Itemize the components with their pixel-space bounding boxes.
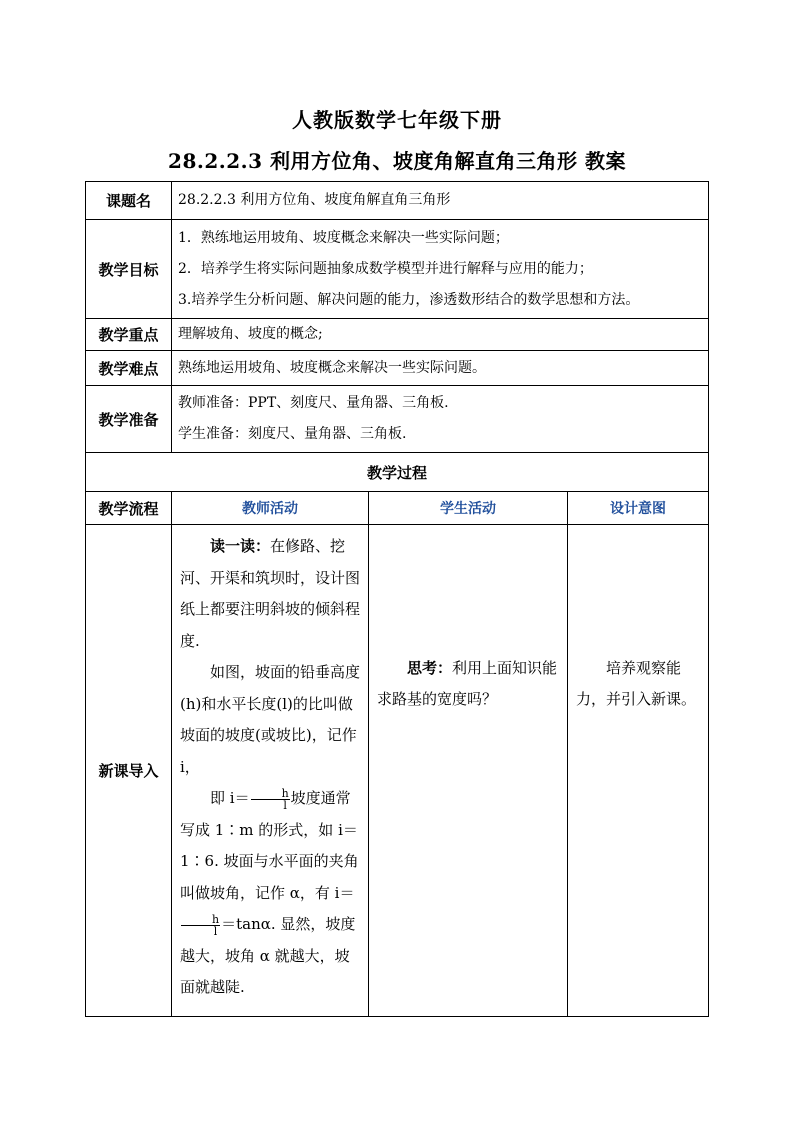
fraction-numerator: h bbox=[251, 788, 290, 800]
design-intent bbox=[568, 525, 709, 1017]
student-question: 利用上面知识能求路基的宽度吗？ bbox=[377, 659, 558, 708]
goals-list bbox=[172, 220, 709, 319]
intent-text: 培养观察能力，并引入新课。 bbox=[576, 659, 697, 708]
slope-formula-paragraph bbox=[180, 783, 360, 1004]
prep-row bbox=[86, 386, 709, 453]
prep-list bbox=[172, 386, 709, 453]
page-title: 人教版数学七年级下册 bbox=[292, 108, 502, 132]
read-paragraph bbox=[180, 531, 360, 657]
fraction-numerator: h bbox=[181, 914, 220, 926]
read-label: 读一读： bbox=[210, 537, 271, 555]
formula-post: 坡度通常写成 1∶m 的形式，如 i＝1∶6. 坡面与水平面的夹角叫做坡角，记作 α，有 i＝ bbox=[180, 789, 359, 902]
intro-section-row bbox=[86, 525, 709, 1017]
section-label: 新课导入 bbox=[86, 525, 172, 1017]
col-intent-header: 设计意图 bbox=[568, 492, 709, 525]
lesson-subtitle: 28.2.2.3 利用方位角、坡度角解直角三角形 教案 bbox=[168, 149, 626, 173]
goal-item: 3.培养学生分析问题、解决问题的能力，渗透数形结合的数学思想和方法。 bbox=[178, 291, 640, 308]
student-think-label: 思考： bbox=[407, 659, 453, 677]
goal-item: 2．培养学生将实际问题抽象成数学模型并进行解释与应用的能力； bbox=[178, 260, 593, 277]
prep-item: 学生准备：刻度尺、量角器、三角板. bbox=[178, 426, 407, 442]
difficulty-label: 教学难点 bbox=[86, 351, 172, 386]
goals-row bbox=[86, 220, 709, 319]
student-paragraph bbox=[377, 653, 559, 715]
teacher-activity bbox=[172, 525, 369, 1017]
difficulty-row bbox=[86, 351, 709, 386]
student-activity bbox=[369, 525, 568, 1017]
topic-label: 课题名 bbox=[86, 182, 172, 220]
process-title-row bbox=[86, 453, 709, 492]
lesson-plan-table bbox=[85, 181, 709, 1017]
topic-row bbox=[86, 182, 709, 220]
difficulty-value: 熟练地运用坡角、坡度概念来解决一些实际问题。 bbox=[172, 351, 709, 386]
h-over-l-fraction bbox=[181, 914, 220, 937]
goals-label: 教学目标 bbox=[86, 220, 172, 319]
h-over-l-fraction bbox=[251, 788, 290, 811]
col-student-header: 学生活动 bbox=[369, 492, 568, 525]
col-flow-header: 教学流程 bbox=[86, 492, 172, 525]
key-value: 理解坡角、坡度的概念; bbox=[172, 319, 709, 351]
process-header-row bbox=[86, 492, 709, 525]
goal-item: 1．熟练地运用坡角、坡度概念来解决一些实际问题； bbox=[178, 229, 509, 246]
prep-label: 教学准备 bbox=[86, 386, 172, 453]
fraction-denominator: l bbox=[213, 924, 218, 938]
col-teacher-header: 教师活动 bbox=[172, 492, 369, 525]
topic-value: 28.2.2.3 利用方位角、坡度角解直角三角形 bbox=[172, 182, 709, 220]
key-row bbox=[86, 319, 709, 351]
key-label: 教学重点 bbox=[86, 319, 172, 351]
read-text: 在修路、挖河、开渠和筑坝时，设计图纸上都要注明斜坡的倾斜程度. bbox=[180, 537, 361, 650]
process-title: 教学过程 bbox=[86, 453, 709, 492]
slope-definition: 如图，坡面的铅垂高度(h)和水平长度(l)的比叫做坡面的坡度(或坡比)，记作 i， bbox=[180, 663, 361, 776]
formula-end: ＝tanα. 显然，坡度越大，坡角 α 就越大，坡面就越陡. bbox=[180, 915, 356, 996]
fraction-denominator: l bbox=[283, 798, 287, 812]
formula-pre: 即 i＝ bbox=[210, 789, 250, 807]
prep-item: 教师准备：PPT、刻度尺、量角器、三角板. bbox=[178, 395, 449, 411]
